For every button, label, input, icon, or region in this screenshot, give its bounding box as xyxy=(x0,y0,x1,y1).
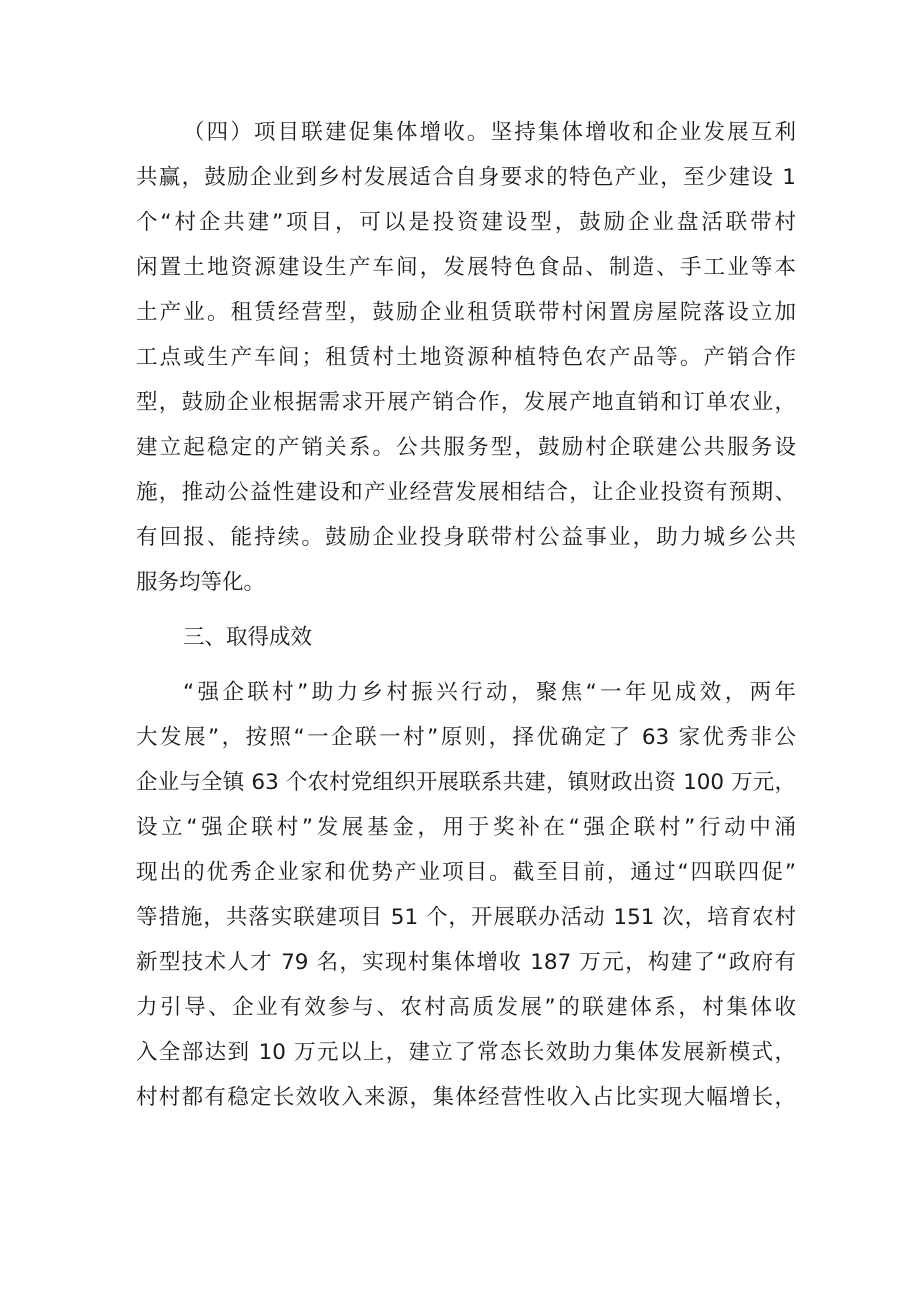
paragraph-line: 建立起稳定的产销关系。公共服务型，鼓励村企联建公共服务设 xyxy=(136,435,796,460)
paragraph-line: 有回报、能持续。鼓励企业投身联带村公益事业，助力城乡公共 xyxy=(136,525,796,550)
paragraph-line: 共赢，鼓励企业到乡村发展适合自身要求的特色产业，至少建设 1 xyxy=(136,165,796,190)
paragraph-line: （四）项目联建促集体增收。坚持集体增收和企业发展互利 xyxy=(183,120,796,145)
paragraph-line: 型，鼓励企业根据需求开展产销合作，发展产地直销和订单农业， xyxy=(136,390,796,415)
paragraph-line: 企业与全镇 63 个农村党组织开展联系共建，镇财政出资 100 万元， xyxy=(136,770,796,795)
paragraph-line: 土产业。租赁经营型，鼓励企业租赁联带村闲置房屋院落设立加 xyxy=(136,300,796,325)
section-heading: 三、取得成效 xyxy=(183,625,313,650)
paragraph-line: 个“村企共建”项目，可以是投资建设型，鼓励企业盘活联带村 xyxy=(136,210,796,235)
paragraph-line: 闲置土地资源建设生产车间，发展特色食品、制造、手工业等本 xyxy=(136,255,796,280)
paragraph-line: 施，推动公益性建设和产业经营发展相结合，让企业投资有预期、 xyxy=(136,480,796,505)
paragraph-line: 村村都有稳定长效收入来源，集体经营性收入占比实现大幅增长， xyxy=(136,1085,796,1110)
paragraph-line: 大发展”，按照“一企联一村”原则，择优确定了 63 家优秀非公 xyxy=(136,725,796,750)
paragraph-line: 服务均等化。 xyxy=(136,570,266,595)
paragraph-line: 入全部达到 10 万元以上，建立了常态长效助力集体发展新模式， xyxy=(136,1040,796,1065)
paragraph-line: 设立“强企联村”发展基金，用于奖补在“强企联村”行动中涌 xyxy=(136,815,796,840)
paragraph-line: “强企联村”助力乡村振兴行动，聚焦“一年见成效，两年 xyxy=(183,680,796,705)
paragraph-line: 现出的优秀企业家和优势产业项目。截至目前，通过“四联四促” xyxy=(136,860,796,885)
paragraph-line: 力引导、企业有效参与、农村高质发展”的联建体系，村集体收 xyxy=(136,995,796,1020)
paragraph-line: 等措施，共落实联建项目 51 个，开展联办活动 151 次，培育农村 xyxy=(136,905,796,930)
paragraph-line: 新型技术人才 79 名，实现村集体增收 187 万元，构建了“政府有 xyxy=(136,950,796,975)
paragraph-line: 工点或生产车间；租赁村土地资源种植特色农产品等。产销合作 xyxy=(136,345,796,370)
